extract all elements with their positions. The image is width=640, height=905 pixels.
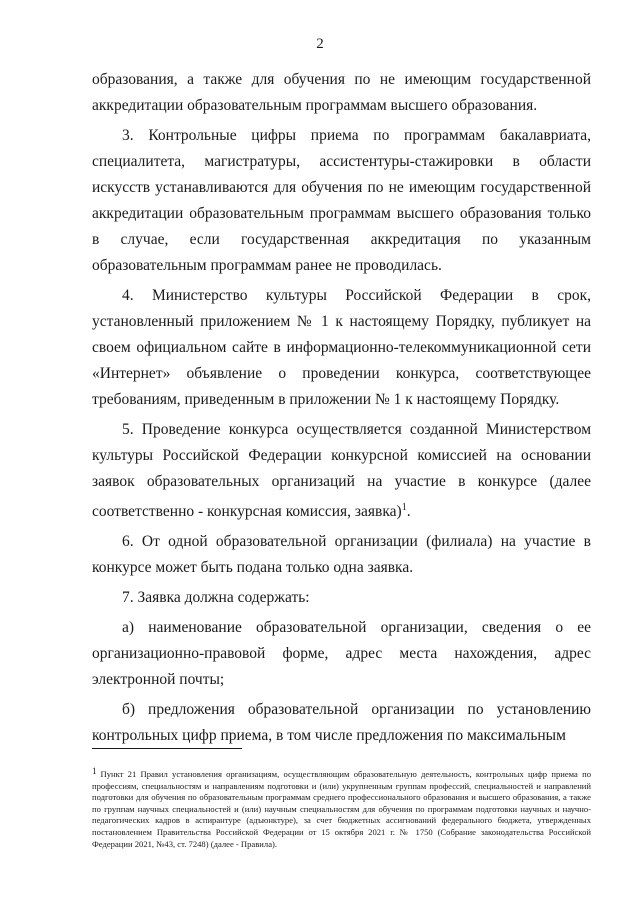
page-number: 2 <box>316 36 324 52</box>
paragraph-continuation: образования, а также для обучения по не имеющим государственной аккредитации образовательным программам высшего образования. <box>92 71 591 114</box>
paragraph-7: 7. Заявка должна содержать: <box>122 589 310 606</box>
footnote-text: Пункт 21 Правил установления организациям, осуществляющим образовательную деятельность, контрольных цифр приема по профессиям, специальностям и направлениям подготовки и (или) укрупненным группам профессий, специальностей и направлений подготовки для обучения по образовательным программам среднего профессионального образования и высшего образования, а также по группам научных специальностей и (или) научным специальностям для обучения по программам подготовки научных и научно-педагогических кадров в аспирантуре (адъюнктуре), за счет бюджетных ассигнований федерального бюджета, утвержденных постановлением Правительства Российской Федерации от 15 октября 2021 г. № 1750 (Собрание законодательства Российской Федерации 2021, №43, ст. 7248) (далее - Правила). <box>92 769 591 849</box>
paragraph-6: 6. От одной образовательной организации (филиала) на участие в конкурсе может быть подана только одна заявка. <box>92 533 591 576</box>
paragraph-5-end: . <box>406 503 411 520</box>
footnote-marker: 1 <box>92 766 97 776</box>
footnote-divider <box>92 748 242 749</box>
footnote-reference: 1 <box>401 502 407 513</box>
paragraph-3: 3. Контрольные цифры приема по программам бакалавриата, специалитета, магистратуры, ассистентуры-стажировки в области искусств устанавливаются для обучения по не имеющим государственной аккредитации образовательным программам высшего образования только в случае, если государственная аккредитация по указанным образовательным программам ранее не проводилась. <box>92 127 591 274</box>
paragraph-7b: б) предложения образовательной организации по установлению контрольных цифр приема, в том числе предложения по максимальным <box>92 701 591 744</box>
paragraph-4: 4. Министерство культуры Российской Федерации в срок, установленный приложением № 1 к настоящему Порядку, публикует на своем официальном сайте в информационно-телекоммуникационной сети «Интернет» объявление о проведении конкурса, соответствующее требованиям, приведенным в приложении № 1 к настоящему Порядку. <box>92 287 591 408</box>
paragraph-5-text: 5. Проведение конкурса осуществляется созданной Министерством культуры Российской Федерации конкурсной комиссией на основании заявок образовательных организаций на участие в конкурсе (далее соответственно - конкурсная комиссия, заявка) <box>92 421 591 520</box>
document-body <box>92 67 591 753</box>
paragraph-7a: а) наименование образовательной организации, сведения о ее организационно-правовой форме, адрес места нахождения, адрес электронной почты; <box>92 619 591 688</box>
paragraph-5 <box>92 417 591 525</box>
footnote <box>92 766 591 850</box>
